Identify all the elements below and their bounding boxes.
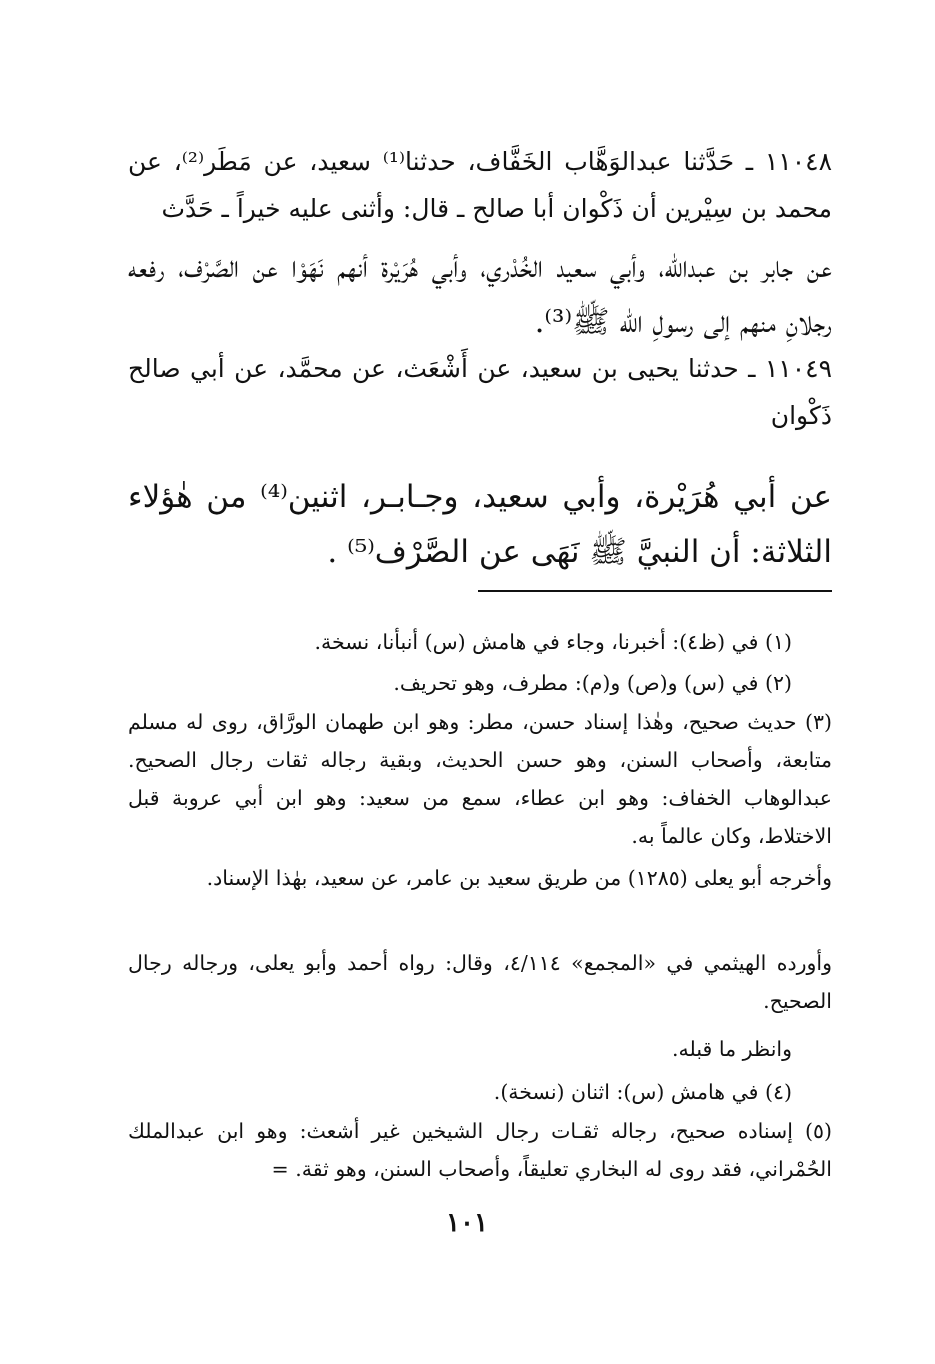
hadith-11049-matn: عن أبي هُرَيْرة، وأبي سعيد، وجـابـر، اثنين⁽⁴⁾ من هٰؤلاء الثلاثة: أن النبيَّ ﷺ نَهَى عن الصَّرْف⁽⁵⁾ . [128, 479, 832, 570]
footnote-4: (٤) في هامش (س): اثنان (نسخة). [493, 1080, 792, 1104]
footnote-2: (٢) في (س) و(ص) و(م): مطرف، وهو تحريف. [393, 671, 792, 695]
hadith-11048-chain: ١١٠٤٨ ـ حَدَّثنا عبدالوَهَّاب الخَفَّاف، حدثنا⁽¹⁾ سعيد، عن مَطَر⁽²⁾، عن محمد بن سِيْرين أن ذَكْوان أبا صالح ـ قال: وأثنى عليه خيراً ـ حَدَّث [128, 147, 833, 223]
footnote-separator [478, 590, 832, 592]
hadith-11049-chain: ١١٠٤٩ ـ حدثنا يحيى بن سعيد، عن أَشْعَث، عن محمَّد، عن أبي صالح ذَكْوان [128, 354, 832, 430]
hadith-11048-matn: عن جابر بن عبدالله، وأبي سعيد الخُدْري، وأبي هُرَيْرة أنهم نَهَوْا عن الصَّرْف، رفعه رجلانِ منهم إلى رسولِ الله ﷺ⁽³⁾. [128, 249, 832, 340]
footnote-1: (١) في (ظ٤): أخبرنا، وجاء في هامش (س) أنبأنا، نسخة. [314, 630, 792, 654]
footnote-5: (٥) إسناده صحيح، رجاله ثقـات رجال الشيخين غير أشعث: وهو ابن عبدالملك الحُمْراني، فقد روى له البخاري تعليقاً، وأصحاب السنن، وهو ثقة. = [128, 1119, 832, 1181]
page-number: ١٠١ [446, 1208, 488, 1238]
footnote-3-continued-haythami: وأورده الهيثمي في «المجمع» ٤/١١٤، وقال: رواه أحمد وأبو يعلى، ورجاله رجال الصحيح. [128, 951, 832, 1013]
footnote-3: (٣) حديث صحيح، وهٰذا إسناد حسن، مطر: وهو ابن طهمان الورَّاق، روى له مسلم متابعة، وأصحاب السنن، وهو حسن الحديث، وبقية رجاله ثقات رجال الصحيح. عبدالوهاب الخفاف: وهو ابن عطاء، سمع من سعيد: وهو ابن أبي عروبة قبل الاختلاط، وكان عالماً به. [128, 710, 832, 848]
footnote-3-continued-see-previous: وانظر ما قبله. [672, 1037, 792, 1061]
footnote-3-continued-abu-yala: وأخرجه أبو يعلى (١٢٨٥) من طريق سعيد بن عامر، عن سعيد، بهٰذا الإسناد. [206, 866, 832, 890]
